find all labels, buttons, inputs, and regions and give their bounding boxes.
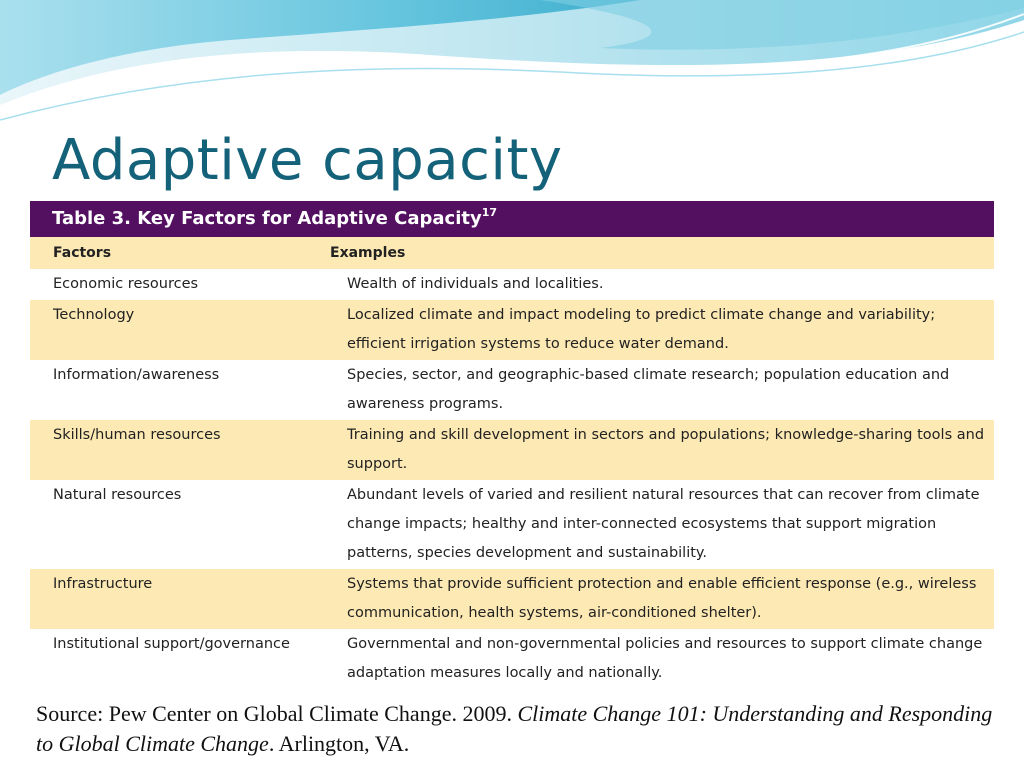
factor-cell: Technology <box>53 307 135 323</box>
table-header-row <box>30 237 994 269</box>
example-cell: Systems that provide sufficient protection and enable efficient response (e.g., wireless communication, health systems, air-conditioned shelter). <box>347 576 977 621</box>
table-row <box>30 360 994 420</box>
header-wave-decoration <box>0 0 1024 130</box>
example-cell: Species, sector, and geographic-based climate research; population education and awareness programs. <box>347 367 950 412</box>
example-cell: Wealth of individuals and localities. <box>347 276 604 292</box>
source-citation <box>36 699 996 759</box>
factor-cell: Natural resources <box>53 487 182 503</box>
column-header-factors: Factors <box>53 245 112 261</box>
source-prefix: Source: Pew Center on Global Climate Change. 2009. <box>36 701 518 726</box>
example-cell: Localized climate and impact modeling to predict climate change and variability; efficient irrigation systems to reduce water demand. <box>347 307 936 352</box>
table-row <box>30 420 994 480</box>
table-caption-text: Table 3. Key Factors for Adaptive Capacity <box>52 208 482 229</box>
example-cell: Abundant levels of varied and resilient natural resources that can recover from climate change impacts; healthy and inter-connected ecosystems that support migration patterns, species development and sustainability. <box>347 487 980 561</box>
factor-cell: Institutional support/governance <box>53 636 290 652</box>
table-caption <box>30 201 994 237</box>
factor-cell: Economic resources <box>53 276 199 292</box>
table-row <box>30 569 994 629</box>
example-cell: Training and skill development in sectors and populations; knowledge-sharing tools and support. <box>347 427 985 472</box>
factor-cell: Infrastructure <box>53 576 153 592</box>
table-row <box>30 300 994 360</box>
table-row <box>30 480 994 569</box>
table-row <box>30 269 994 300</box>
table-row <box>30 629 994 689</box>
example-cell: Governmental and non-governmental policies and resources to support climate change adaptation measures locally and nationally. <box>347 636 983 681</box>
column-header-examples: Examples <box>330 245 406 261</box>
source-book-title: Climate Change 101: Understanding and Responding to Global Climate Change <box>36 701 993 756</box>
factor-cell: Skills/human resources <box>53 427 221 443</box>
adaptive-capacity-table <box>30 201 994 689</box>
source-suffix: . Arlington, VA. <box>268 731 410 756</box>
factors-table <box>30 237 994 689</box>
table-caption-footnote: 17 <box>481 206 498 219</box>
slide-title: Adaptive capacity <box>52 128 563 193</box>
factor-cell: Information/awareness <box>53 367 220 383</box>
